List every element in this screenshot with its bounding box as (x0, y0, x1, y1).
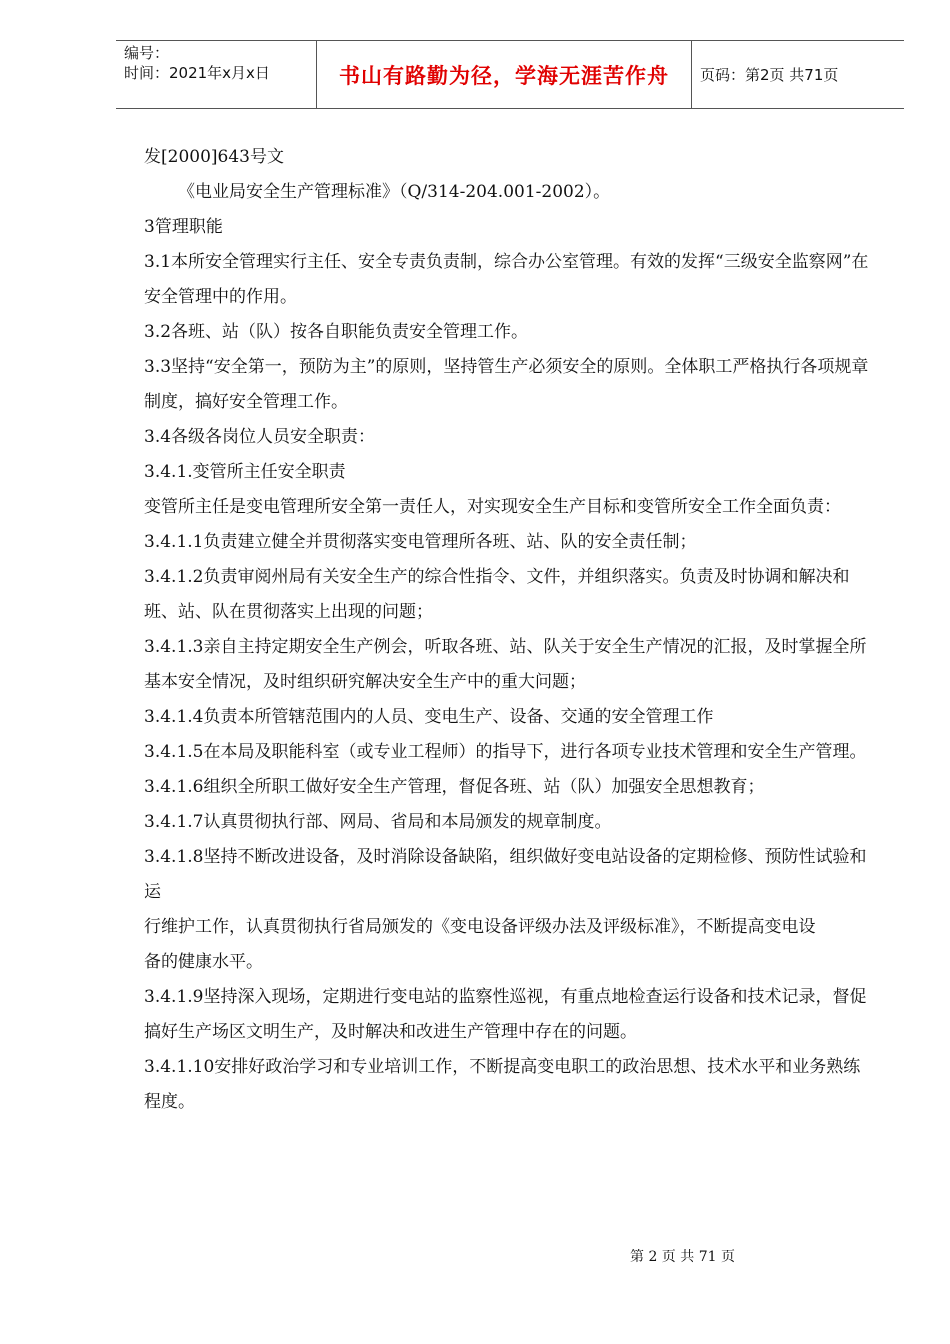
document-time: 时间：2021年x月x日 (124, 64, 270, 82)
paragraph: 3.3坚持“安全第一，预防为主”的原则，坚持管生产必须安全的原则。全体职工严格执行各项规章制度，搞好安全管理工作。 (144, 357, 869, 412)
paragraph: 3.4各级各岗位人员安全职责： (144, 427, 376, 447)
header-page-info: 页码：第2页 共71页 (700, 66, 839, 84)
paragraph: 3.1本所安全管理实行主任、安全专责负责制，综合办公室管理。有效的发挥“三级安全监察网”在安全管理中的作用。 (144, 252, 869, 307)
page-footer: 第 2 页 共 71 页 (630, 1249, 735, 1265)
paragraph: 3.4.1.5在本局及职能科室（或专业工程师）的指导下，进行各项专业技术管理和安全生产管理。 (144, 742, 867, 762)
section-heading: 3管理职能 (144, 217, 223, 237)
paragraph: 3.4.1.1负责建立健全并贯彻落实变电管理所各班、站、队的安全责任制； (144, 532, 697, 552)
paragraph: 3.4.1.3亲自主持定期安全生产例会，听取各班、站、队关于安全生产情况的汇报，及时掌握全所基本安全情况，及时组织研究解决安全生产中的重大问题； (144, 637, 867, 692)
paragraph: 3.4.1.4负责本所管辖范围内的人员、变电生产、设备、交通的安全管理工作 (144, 707, 714, 727)
paragraph: 备的健康水平。 (144, 952, 263, 972)
document-number-label: 编号： (124, 44, 170, 62)
paragraph: 3.4.1.6组织全所职工做好安全生产管理，督促各班、站（队）加强安全思想教育； (144, 777, 765, 797)
paragraph: 3.4.1.2负责审阅州局有关安全生产的综合性指令、文件，并组织落实。负责及时协调和解决和班、站、队在贯彻落实上出现的问题； (144, 567, 850, 622)
paragraph: 3.4.1.7认真贯彻执行部、网局、省局和本局颁发的规章制度。 (144, 812, 612, 832)
paragraph: 《电业局安全生产管理标准》（Q/314-204.001-2002）。 (178, 182, 611, 202)
paragraph: 变管所主任是变电管理所安全第一责任人，对实现安全生产目标和变管所安全工作全面负责： (144, 497, 841, 517)
document-body (144, 140, 874, 1120)
paragraph: 行维护工作，认真贯彻执行省局颁发的《变电设备评级办法及评级标准》，不断提高变电设 (144, 917, 816, 937)
paragraph: 发[2000]643号文 (144, 147, 284, 167)
paragraph: 3.4.1.9坚持深入现场，定期进行变电站的监察性巡视，有重点地检查运行设备和技术记录，督促搞好生产场区文明生产，及时解决和改进生产管理中存在的问题。 (144, 987, 867, 1042)
paragraph: 3.4.1.8坚持不断改进设备，及时消除设备缺陷，组织做好变电站设备的定期检修、预防性试验和运 (144, 847, 867, 902)
subsection-heading: 3.4.1.变管所主任安全职责 (144, 462, 346, 482)
header-meta (116, 41, 316, 108)
header-motto: 书山有路勤为径，学海无涯苦作舟 (316, 41, 692, 108)
paragraph: 3.2各班、站（队）按各自职能负责安全管理工作。 (144, 322, 529, 342)
page-header (116, 40, 904, 109)
paragraph: 3.4.1.10安排好政治学习和专业培训工作，不断提高变电职工的政治思想、技术水平和业务熟练程度。 (144, 1057, 861, 1112)
